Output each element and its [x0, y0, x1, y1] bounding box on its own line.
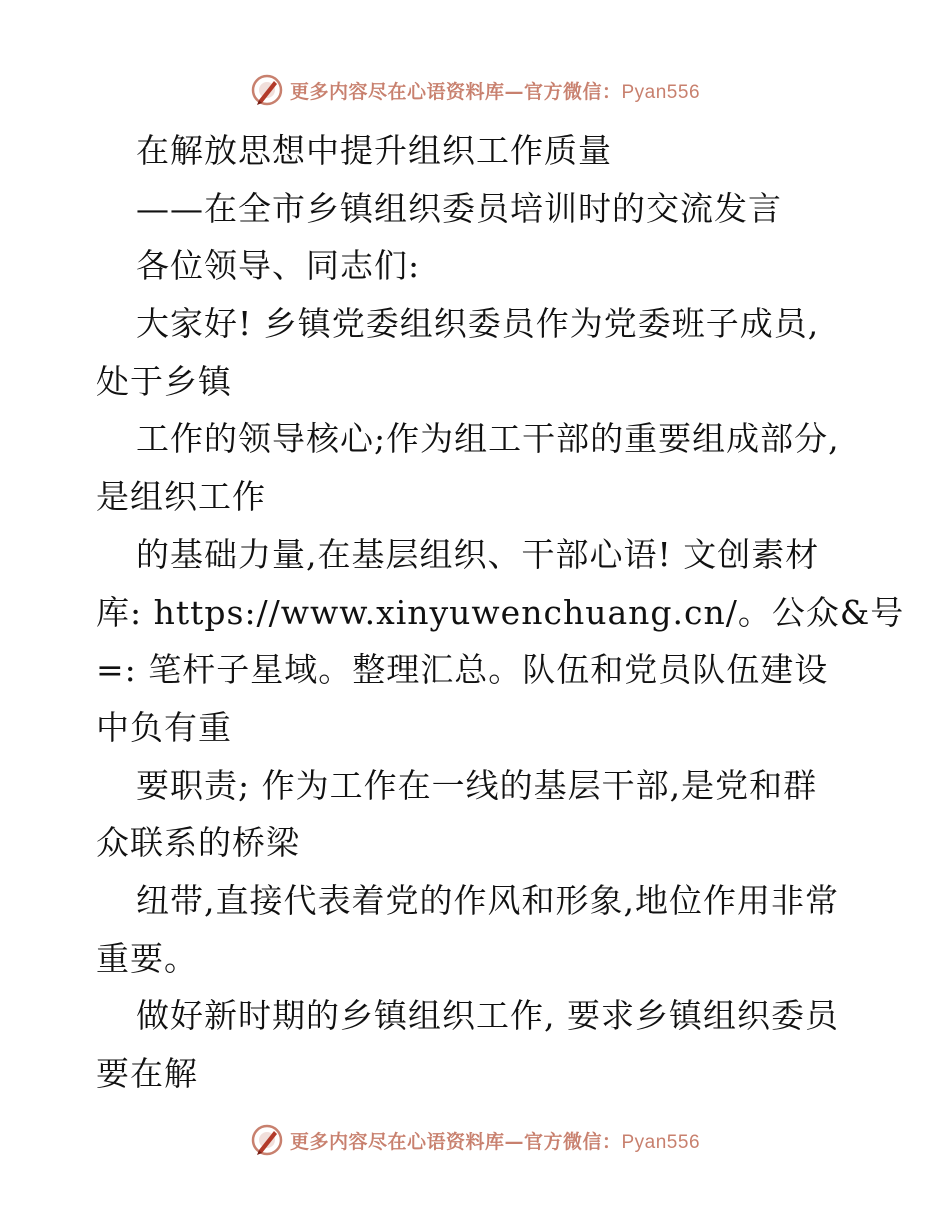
watermark-top — [0, 70, 950, 110]
paragraph-line: =: 笔杆子星域。整理汇总。队伍和党员队伍建设 — [96, 650, 829, 690]
pen-logo-icon — [250, 1123, 284, 1157]
paragraph-line: 众联系的桥梁 — [96, 823, 300, 863]
paragraph-line: 中负有重 — [96, 707, 232, 747]
paragraph-line: 大家好! 乡镇党委组织委员作为党委班子成员, — [136, 304, 820, 344]
pen-logo-icon — [250, 73, 284, 107]
paragraph-line: 要在解 — [96, 1054, 198, 1093]
watermark-bottom — [0, 1120, 950, 1160]
watermark-label: 更多内容尽在心语资料库—官方微信：Pyan556 — [289, 1130, 701, 1153]
salutation: 各位领导、同志们: — [136, 246, 421, 286]
watermark-id: Pyan556 — [621, 1131, 701, 1153]
paragraph-line: 库: https://www.xinyuwenchuang.cn/。公众&号 — [96, 592, 905, 632]
paragraph-line: 是组织工作 — [96, 477, 266, 517]
watermark-id: Pyan556 — [621, 81, 701, 103]
paragraph-line: 做好新时期的乡镇组织工作, 要求乡镇组织委员 — [136, 996, 839, 1036]
paragraph-line: 的基础力量,在基层组织、干部心语! 文创素材 — [136, 534, 820, 574]
paragraph-line: 重要。 — [96, 938, 198, 978]
document-body — [96, 122, 905, 1103]
paragraph-line: 工作的领导核心;作为组工干部的重要组成部分, — [136, 419, 840, 459]
document-subtitle: ——在全市乡镇组织委员培训时的交流发言 — [136, 188, 782, 228]
document-title: 在解放思想中提升组织工作质量 — [136, 131, 612, 170]
paragraph-line: 要职责; 作为工作在一线的基层干部,是党和群 — [136, 765, 818, 805]
paragraph-line: 处于乡镇 — [96, 361, 232, 401]
watermark-label: 更多内容尽在心语资料库—官方微信：Pyan556 — [289, 80, 701, 103]
paragraph-line: 纽带,直接代表着党的作风和形象,地位作用非常 — [136, 880, 839, 920]
